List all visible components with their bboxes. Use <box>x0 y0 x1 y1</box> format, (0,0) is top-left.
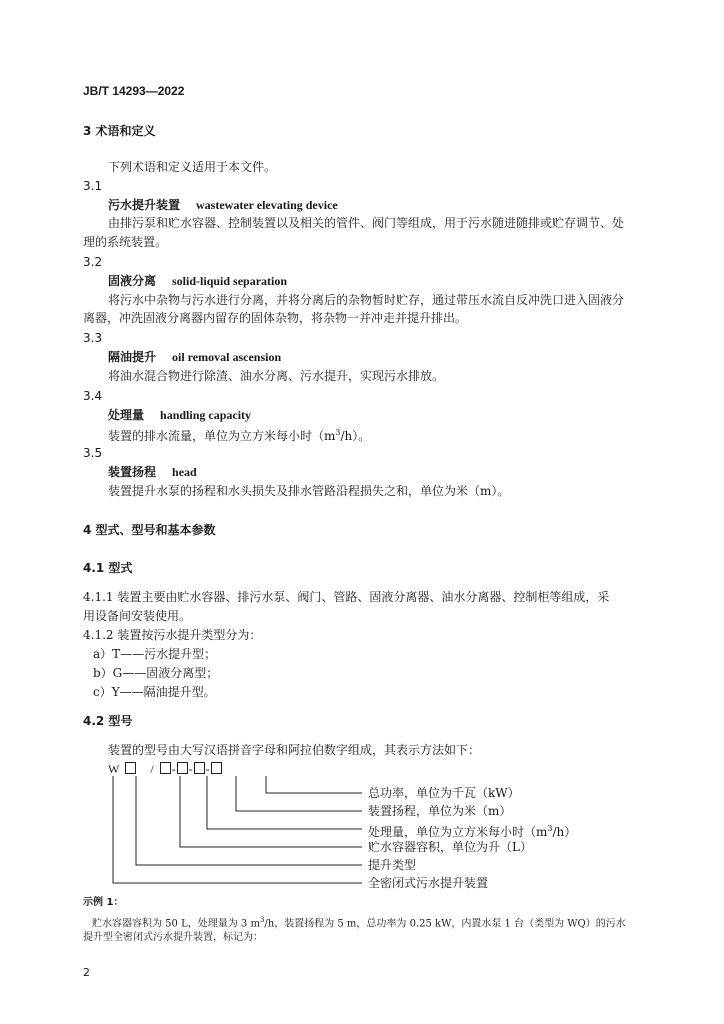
code-box <box>125 762 136 774</box>
section-4-2-title: 4.2 型号 <box>83 714 133 728</box>
term-heading <box>108 465 197 479</box>
term-en: wastewater elevating device <box>196 198 338 212</box>
example-text-cont: 提升型全密闭式污水提升装置，标记为： <box>83 932 263 943</box>
code-box <box>177 762 188 774</box>
clause-4-1-1: 4.1.1 装置主要由贮水容器、排污水泵、阀门、管路、固液分离器、油水分离器、控制柜等组成，采 <box>83 590 610 604</box>
code-box <box>211 762 222 774</box>
section-4-1-title: 4.1 型式 <box>83 561 133 575</box>
term-en: oil removal ascension <box>172 350 282 364</box>
term-definition: 将污水中杂物与污水进行分离，并将分离后的杂物暂时贮存，通过带压水流自反冲洗口进入固液分 <box>108 293 625 307</box>
clause-4-1-1-cont: 用设备间安装使用。 <box>83 609 192 623</box>
example-title: 示例 1： <box>83 897 124 908</box>
term-heading <box>108 198 338 212</box>
term-number: 3.1 <box>83 179 103 193</box>
term-number: 3.5 <box>83 446 103 460</box>
example-text: 贮水容器容积为 50 L，处理量为 3 $m^3/h$，装置扬程为 5 m，总功率为 0.25 kW，内置水泵 1 台（类型为 WQ）的污水 <box>92 916 626 930</box>
list-item: c）Y——隔油提升型。 <box>93 685 216 699</box>
term-en: handling capacity <box>160 408 252 422</box>
term-definition-cont: 离器，冲洗固液分离器内留存的固体杂物，将杂物一并冲走并提升排出。 <box>83 311 468 325</box>
code-label: 总功率，单位为千瓦（kW） <box>368 786 520 800</box>
term-en: head <box>172 465 197 479</box>
code-box <box>160 762 171 774</box>
section-3-intro: 下列术语和定义适用于本文件。 <box>108 160 277 174</box>
model-code: W / - - - <box>108 762 223 776</box>
term-definition: 装置的排水流量，单位为立方米每小时$(m^3/h)$。 <box>108 428 371 443</box>
term-definition: 由排污泵和贮水容器、控制装置以及相关的管件、阀门等组成，用于污水随进随排或贮存调节、处 <box>108 216 625 230</box>
model-code-diagram <box>100 776 400 888</box>
term-number: 3.3 <box>83 331 103 345</box>
list-item: a）T——污水提升型； <box>93 647 217 661</box>
code-label: 处理量，单位为立方米每小时$(m^3/h)$ <box>368 824 577 839</box>
section-4-title: 4 型式、型号和基本参数 <box>83 523 216 537</box>
term-zh: 固液分离 <box>108 274 157 288</box>
list-item: b）G——固液分离型； <box>93 666 219 680</box>
clause-4-1-2: 4.1.2 装置按污水提升类型分为： <box>83 628 262 642</box>
section-3-title: 3 术语和定义 <box>83 124 156 138</box>
term-definition: 装置提升水泵的扬程和水头损失及排水管路沿程损失之和，单位为米（m）。 <box>108 484 510 498</box>
term-heading <box>108 408 251 422</box>
code-box <box>194 762 205 774</box>
term-zh: 隔油提升 <box>108 350 157 364</box>
term-definition-cont: 理的系统装置。 <box>83 235 168 249</box>
code-label: 贮水容器容积，单位为升（L） <box>368 840 532 854</box>
code-label: 提升类型 <box>368 858 417 872</box>
term-definition: 将油水混合物进行除渣、油水分离、污水提升，实现污水排放。 <box>108 369 445 383</box>
term-heading <box>108 350 281 364</box>
term-en: solid-liquid separation <box>172 274 288 288</box>
standard-number: JB/T 14293—2022 <box>83 84 185 98</box>
term-heading <box>108 274 287 288</box>
section-4-2-intro: 装置的型号由大写汉语拼音字母和阿拉伯数字组成，其表示方法如下： <box>108 743 481 757</box>
code-label: 全密闭式污水提升装置 <box>368 876 489 890</box>
term-zh: 处理量 <box>108 408 145 422</box>
term-number: 3.4 <box>83 389 103 403</box>
term-zh: 污水提升装置 <box>108 198 181 212</box>
page-number: 2 <box>83 966 90 979</box>
term-number: 3.2 <box>83 255 103 269</box>
term-zh: 装置扬程 <box>108 465 157 479</box>
code-label: 装置扬程，单位为米（m） <box>368 804 512 818</box>
